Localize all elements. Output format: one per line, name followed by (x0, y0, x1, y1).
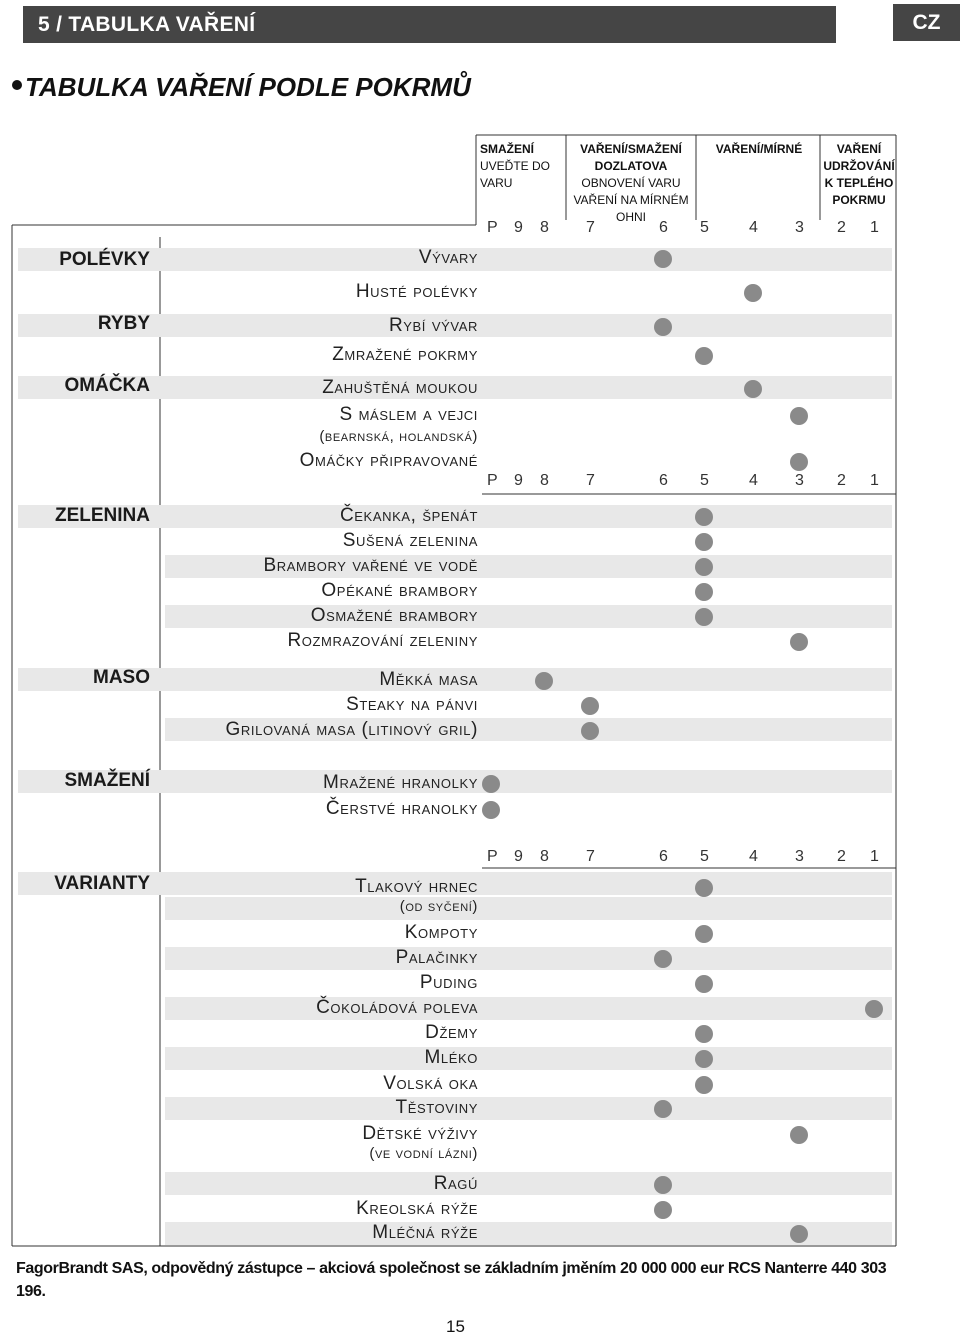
power-level-dot (744, 380, 762, 398)
dish-label: Steaky na pánvi (346, 694, 478, 715)
power-level-dot (482, 801, 500, 819)
scale-label: 2 (837, 848, 846, 865)
col-header-keep-warm: VAŘENÍ UDRŽOVÁNÍ K TEPLÉHO POKRMU (823, 142, 895, 207)
dish-label: Měkká masa (379, 669, 478, 690)
scale-label: 3 (795, 472, 804, 489)
dish-label: Grilovaná masa (litinový gril) (225, 719, 478, 740)
dish-label: Kompoty (404, 922, 478, 943)
power-level-dot (695, 558, 713, 576)
row-band (165, 605, 892, 628)
dish-label: (od syčení) (399, 898, 478, 915)
scale-label: 3 (795, 848, 804, 865)
power-level-dot (695, 1050, 713, 1068)
scale-label: 8 (540, 848, 549, 865)
scale-label: 6 (659, 472, 668, 489)
dish-label: Zahuštěná moukou (322, 377, 478, 398)
category-meat: MASO (93, 667, 150, 688)
scale-label: 3 (795, 219, 804, 236)
power-level-dot (695, 347, 713, 365)
power-level-dot (581, 697, 599, 715)
power-level-dot (581, 722, 599, 740)
scale-label: P (487, 848, 498, 865)
dish-label: (ve vodní lázni) (369, 1145, 478, 1162)
dish-label: Těstoviny (395, 1097, 478, 1118)
dish-label: Čokoládová poleva (316, 997, 478, 1018)
scale-label: 9 (514, 472, 523, 489)
dish-label: Tlakový hrnec (355, 876, 478, 897)
scale-label: 7 (586, 219, 595, 236)
row-band (165, 1047, 892, 1070)
footer-note: FagorBrandt SAS, odpovědný zástupce – akciová společnost se základním jměním 20 000 000 eur RCS Nanterre 440 303 196. (16, 1260, 887, 1300)
power-level-dot (865, 1000, 883, 1018)
dish-label: Džemy (425, 1022, 478, 1043)
scale-label: 4 (749, 848, 758, 865)
dish-label: Opékané brambory (321, 580, 478, 601)
category-vegetables: ZELENINA (55, 505, 150, 526)
dish-label: Palačinky (395, 947, 478, 968)
main-title: TABULKA VAŘENÍ PODLE POKRMŮ (25, 72, 471, 102)
power-level-dot (744, 284, 762, 302)
power-level-dot (790, 1126, 808, 1144)
col-header-cook-mild: VAŘENÍ/MÍRNÉ (715, 142, 803, 156)
col-header-frying: SMAŽENÍ UVEĎTE DO VARU (480, 142, 551, 190)
scale-label: 1 (870, 219, 879, 236)
dish-label: Volská oka (383, 1073, 478, 1094)
dish-label: Ragú (433, 1173, 478, 1194)
scale-label: P (487, 472, 498, 489)
language-badge: CZ (893, 4, 960, 41)
power-level-dot (695, 508, 713, 526)
scale-label: 2 (837, 472, 846, 489)
power-level-dot (654, 950, 672, 968)
scale-label: 5 (700, 219, 709, 236)
dish-label: Kreolská rýže (356, 1198, 478, 1219)
dish-label: Brambory vařené ve vodě (263, 555, 478, 576)
power-level-dot (535, 672, 553, 690)
power-level-dot (790, 453, 808, 471)
dish-label: S máslem a vejci (339, 404, 478, 425)
scale-label: 6 (659, 848, 668, 865)
scale-label: 6 (659, 219, 668, 236)
bullet-icon (12, 80, 22, 90)
scale-label: 4 (749, 219, 758, 236)
dish-label: Dětské výživy (362, 1123, 478, 1144)
dish-label: Osmažené brambory (310, 605, 478, 626)
dish-label: Puding (419, 972, 478, 993)
row-band (165, 997, 892, 1020)
category-sauce: OMÁČKA (64, 375, 150, 396)
scale-label: 4 (749, 472, 758, 489)
col-header-cook-fry: VAŘENÍ/SMAŽENÍ DOZLATOVA OBNOVENÍ VARU VAŘENÍ NA MÍRNÉM OHNI (573, 142, 689, 224)
dish-label: Čekanka, špenát (339, 505, 478, 526)
power-level-dot (695, 583, 713, 601)
scale-label: 7 (586, 848, 595, 865)
power-level-dot (654, 1201, 672, 1219)
dish-label: Vývary (418, 247, 478, 268)
power-level-dot (790, 633, 808, 651)
power-level-dot (695, 1025, 713, 1043)
dish-label: Husté polévky (355, 281, 478, 302)
row-band (165, 897, 892, 920)
row-band (165, 947, 892, 970)
power-level-dot (654, 1176, 672, 1194)
dish-label: Mléko (424, 1047, 478, 1068)
power-level-dot (654, 318, 672, 336)
dish-label: Čerstvé hranolky (325, 798, 478, 819)
power-level-dot (695, 533, 713, 551)
row-band (165, 1222, 892, 1245)
scale-label: 9 (514, 848, 523, 865)
power-level-dot (695, 1076, 713, 1094)
category-frying: SMAŽENÍ (64, 770, 150, 791)
scale-label: 5 (700, 472, 709, 489)
scale-label: 7 (586, 472, 595, 489)
dish-label: Mražené hranolky (323, 772, 478, 793)
scale-label: 9 (514, 219, 523, 236)
scale-label: 5 (700, 848, 709, 865)
scale-label: 1 (870, 848, 879, 865)
dish-label: Rozmrazování zeleniny (287, 630, 478, 651)
scale-label: 1 (870, 472, 879, 489)
power-level-dot (790, 407, 808, 425)
page-number: 15 (446, 1317, 465, 1336)
power-level-dot (695, 925, 713, 943)
category-soups: POLÉVKY (59, 249, 150, 270)
power-level-dot (654, 1100, 672, 1118)
scale-label: P (487, 219, 498, 236)
scale-label: 8 (540, 472, 549, 489)
dish-label: (bearnská, holandská) (319, 428, 478, 445)
category-variants: VARIANTY (54, 873, 150, 894)
section-title: 5 / TABULKA VAŘENÍ (38, 13, 256, 36)
power-level-dot (695, 608, 713, 626)
dish-label: Mléčná rýže (372, 1222, 478, 1243)
row-band (165, 1097, 892, 1120)
power-level-dot (482, 775, 500, 793)
dish-label: Omáčky připravované (299, 450, 478, 471)
row-band (165, 1172, 892, 1195)
power-level-dot (695, 975, 713, 993)
power-level-dot (695, 879, 713, 897)
dish-label: Rybí vývar (388, 315, 478, 336)
scale-label: 2 (837, 219, 846, 236)
dish-label: Zmražené pokrmy (332, 344, 478, 365)
category-fish: RYBY (97, 313, 150, 334)
dish-label: Sušená zelenina (342, 530, 478, 551)
scale-label: 8 (540, 219, 549, 236)
power-level-dot (790, 1225, 808, 1243)
power-level-dot (654, 250, 672, 268)
